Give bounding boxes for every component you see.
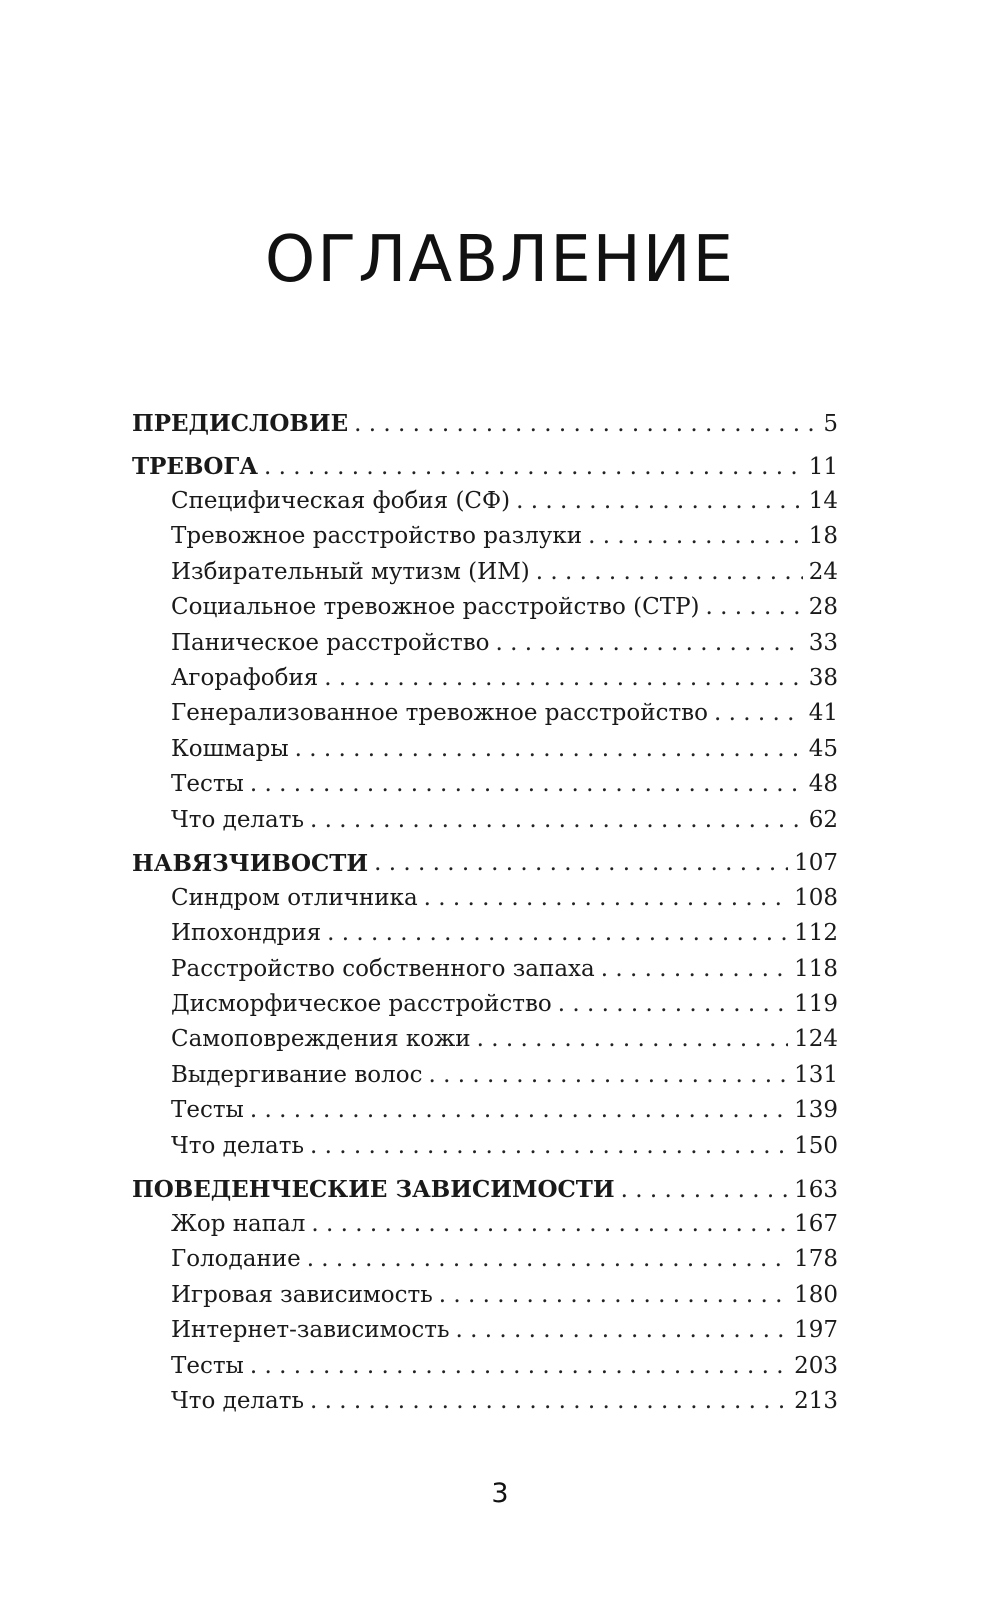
dot-leader xyxy=(250,1353,788,1379)
toc-page-number: 45 xyxy=(808,735,838,762)
toc-page-number: 180 xyxy=(794,1281,838,1308)
dot-leader xyxy=(310,1133,788,1159)
dot-leader xyxy=(250,1097,788,1123)
toc-page-number: 38 xyxy=(808,664,838,691)
toc-entry-title: Самоповреждения кожи xyxy=(171,1026,471,1053)
toc-page-number: 28 xyxy=(808,594,838,621)
toc-entry-title: Специфическая фобия (СФ) xyxy=(171,488,511,514)
toc-entry-title: Голодание xyxy=(171,1246,301,1273)
dot-leader xyxy=(327,920,788,946)
toc-entry-title: Что делать xyxy=(171,806,305,833)
dot-leader xyxy=(516,488,803,514)
toc-entry-title: Социальное тревожное расстройство (СТР) xyxy=(171,594,700,621)
toc-entry-title: Кошмары xyxy=(171,735,289,762)
page-number: 3 xyxy=(491,1478,509,1509)
table-of-contents xyxy=(132,402,838,1423)
toc-page-number: 48 xyxy=(808,771,838,798)
toc-entry-title: Дисморфическое расстройство xyxy=(171,991,552,1018)
toc-subsection-row xyxy=(132,559,838,594)
toc-subsection-row xyxy=(132,630,838,665)
toc-entry-title: Интернет-зависимость xyxy=(171,1317,450,1344)
dot-leader xyxy=(310,807,803,833)
toc-page-number: 203 xyxy=(794,1352,838,1379)
dot-leader xyxy=(264,454,803,480)
toc-subsection-row xyxy=(132,1353,838,1388)
toc-subsection-row xyxy=(132,736,838,771)
dot-leader xyxy=(496,630,803,656)
dot-leader xyxy=(310,1388,788,1414)
dot-leader xyxy=(477,1026,788,1052)
toc-subsection-row xyxy=(132,771,838,806)
toc-entry-title: Игровая зависимость xyxy=(171,1281,433,1308)
toc-page-number: 131 xyxy=(794,1061,838,1088)
dot-leader xyxy=(714,700,803,726)
toc-subsection-row xyxy=(132,1388,838,1423)
toc-subsection-row xyxy=(132,1282,838,1317)
toc-page-number: 14 xyxy=(808,488,838,514)
toc-subsection-row xyxy=(132,594,838,629)
toc-entry-title: Синдром отличника xyxy=(171,884,418,911)
toc-subsection-row xyxy=(132,991,838,1026)
dot-leader xyxy=(588,523,803,549)
page-title: ОГЛАВЛЕНИЕ xyxy=(264,223,736,297)
toc-entry-title: Тревожное расстройство разлуки xyxy=(171,523,583,550)
dot-leader xyxy=(324,665,802,691)
toc-subsection-row xyxy=(132,807,838,842)
toc-page-number: 18 xyxy=(808,523,838,550)
toc-section-row xyxy=(132,402,838,445)
toc-entry-title: Выдергивание волос xyxy=(171,1061,423,1088)
dot-leader xyxy=(601,956,788,982)
toc-page-number: 107 xyxy=(794,850,838,877)
toc-page-number: 5 xyxy=(823,410,838,437)
toc-page-number: 11 xyxy=(808,453,838,480)
toc-page-number: 213 xyxy=(794,1387,838,1414)
toc-subsection-row xyxy=(132,665,838,700)
toc-page-number: 167 xyxy=(794,1211,838,1238)
toc-page-number: 178 xyxy=(794,1246,838,1273)
toc-entry-title: Тесты xyxy=(171,1097,244,1124)
dot-leader xyxy=(307,1246,788,1272)
toc-page-number: 197 xyxy=(794,1317,838,1344)
dot-leader xyxy=(621,1177,788,1203)
toc-page-number: 124 xyxy=(794,1026,838,1053)
toc-entry-title: Тесты xyxy=(171,771,244,798)
toc-entry-title: Паническое расстройство xyxy=(171,629,490,656)
dot-leader xyxy=(374,850,788,876)
toc-page-number: 119 xyxy=(794,991,838,1018)
toc-section-row xyxy=(132,842,838,885)
dot-leader xyxy=(456,1317,789,1343)
dot-leader xyxy=(439,1282,788,1308)
toc-page-number: 112 xyxy=(794,920,838,947)
dot-leader xyxy=(536,559,803,585)
toc-entry-title: ТРЕВОГА xyxy=(132,453,259,480)
toc-subsection-row xyxy=(132,956,838,991)
dot-leader xyxy=(250,771,803,797)
toc-subsection-row xyxy=(132,700,838,735)
dot-leader xyxy=(311,1211,788,1237)
toc-subsection-row xyxy=(132,885,838,920)
toc-page-number: 139 xyxy=(794,1097,838,1124)
toc-entry-title: НАВЯЗЧИВОСТИ xyxy=(132,849,369,877)
toc-entry-title: Избирательный мутизм (ИМ) xyxy=(171,558,530,585)
toc-entry-title: Расстройство собственного запаха xyxy=(171,955,595,982)
toc-subsection-row xyxy=(132,1211,838,1246)
toc-entry-title: ПРЕДИСЛОВИЕ xyxy=(132,410,349,437)
toc-entry-title: ПОВЕДЕНЧЕСКИЕ ЗАВИСИМОСТИ xyxy=(132,1176,615,1204)
toc-entry-title: Агорафобия xyxy=(171,664,319,691)
toc-subsection-row xyxy=(132,523,838,558)
toc-entry-title: Ипохондрия xyxy=(171,920,322,947)
toc-subsection-row xyxy=(132,1026,838,1061)
toc-section-row xyxy=(132,445,838,488)
dot-leader xyxy=(424,885,788,911)
toc-page-number: 108 xyxy=(794,884,838,911)
toc-page-number: 41 xyxy=(808,700,838,727)
toc-page-number: 163 xyxy=(794,1176,838,1203)
dot-leader xyxy=(558,991,788,1017)
toc-subsection-row xyxy=(132,1317,838,1352)
toc-subsection-row xyxy=(132,1246,838,1281)
toc-page-number: 33 xyxy=(808,629,838,656)
toc-entry-title: Жор напал xyxy=(171,1211,306,1238)
toc-subsection-row xyxy=(132,1133,838,1168)
toc-subsection-row xyxy=(132,920,838,955)
dot-leader xyxy=(295,736,803,762)
toc-page-number: 150 xyxy=(794,1132,838,1159)
dot-leader xyxy=(354,411,817,437)
toc-entry-title: Генерализованное тревожное расстройство xyxy=(171,700,708,727)
toc-page-number: 118 xyxy=(794,955,838,982)
toc-subsection-row xyxy=(132,1062,838,1097)
toc-entry-title: Тесты xyxy=(171,1352,244,1379)
toc-entry-title: Что делать xyxy=(171,1387,305,1414)
toc-subsection-row xyxy=(132,488,838,523)
toc-page-number: 24 xyxy=(808,558,838,585)
toc-entry-title: Что делать xyxy=(171,1132,305,1159)
toc-section-row xyxy=(132,1168,838,1211)
toc-page-number: 62 xyxy=(808,806,838,833)
dot-leader xyxy=(428,1062,788,1088)
dot-leader xyxy=(706,594,803,620)
toc-subsection-row xyxy=(132,1097,838,1132)
